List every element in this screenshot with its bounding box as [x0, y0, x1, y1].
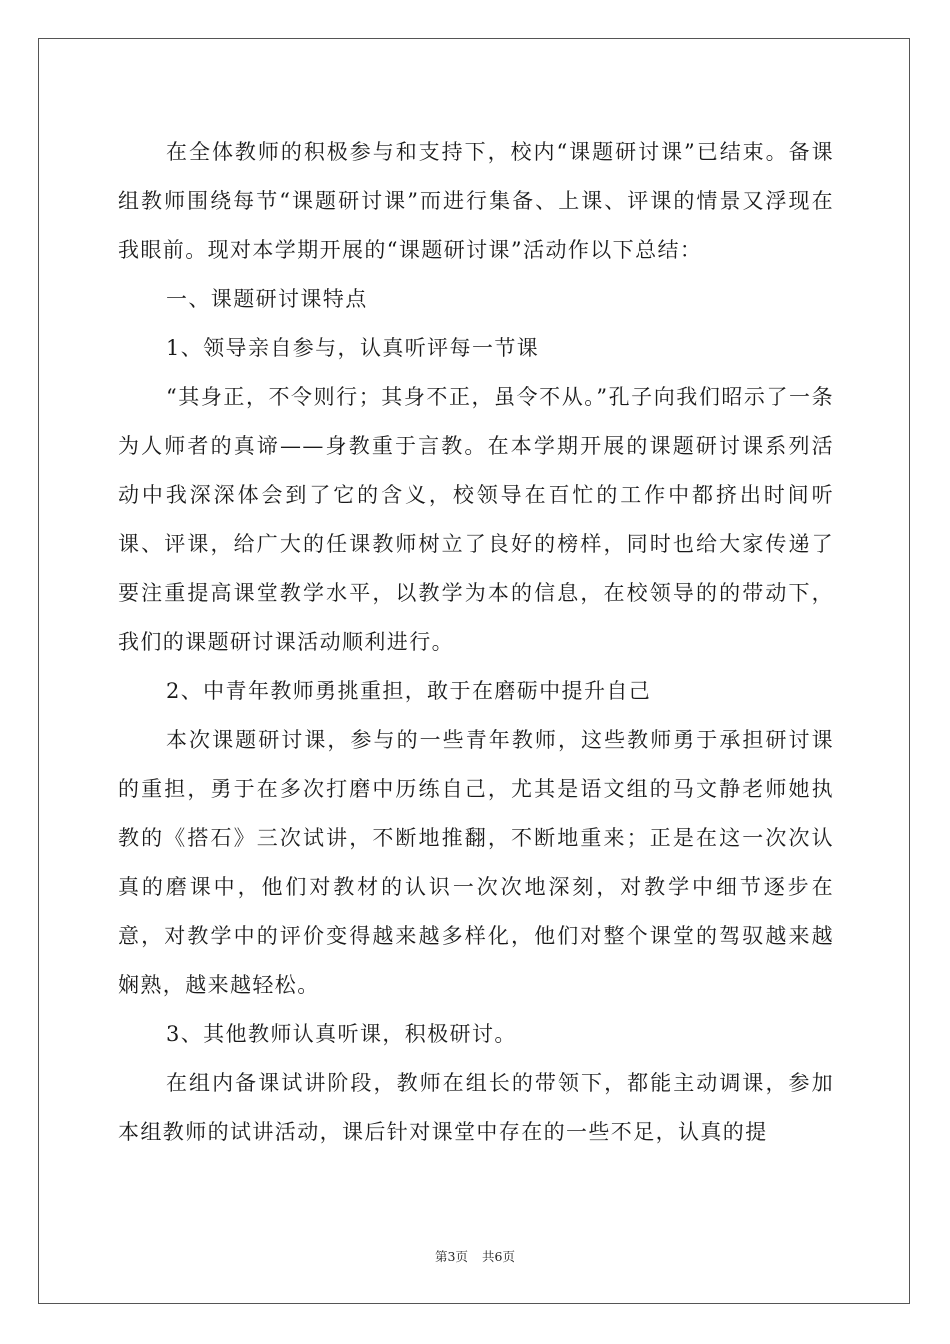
heading-item-1: 1、领导亲自参与，认真听评每一节课	[166, 336, 540, 360]
page-footer	[0, 1247, 950, 1265]
paragraph-item-2: 本次课题研讨课，参与的一些青年教师，这些教师勇于承担研讨课的重担，勇于在多次打磨中历练自己，尤其是语文组的马文静老师她执教的《搭石》三次试讲，不断地推翻，不断地重来；正是在这一次次认真的磨课中，他们对教材的认识一次次地深刻，对教学中细节逐步在意，对教学中的评价变得越来越多样化，他们对整个课堂的驾驭越来越娴熟，越来越轻松。	[118, 728, 834, 997]
heading-section-1: 一、课题研讨课特点	[166, 287, 368, 311]
heading-item-2: 2、中青年教师勇挑重担，敢于在磨砺中提升自己	[166, 679, 652, 703]
heading-item-3: 3、其他教师认真听课，积极研讨。	[166, 1022, 517, 1046]
page-number-current: 第3页	[435, 1249, 468, 1264]
paragraph-intro: 在全体教师的积极参与和支持下，校内“课题研讨课”已结束。备课组教师围绕每节“课题研讨课”而进行集备、上课、评课的情景又浮现在我眼前。现对本学期开展的“课题研讨课”活动作以下总结：	[118, 140, 834, 262]
page-number-total: 共6页	[482, 1249, 515, 1264]
document-body	[118, 128, 834, 1157]
paragraph-item-1: “其身正，不令则行；其身不正，虽令不从。”孔子向我们昭示了一条为人师者的真谛——身教重于言教。在本学期开展的课题研讨课系列活动中我深深体会到了它的含义，校领导在百忙的工作中都挤出时间听课、评课，给广大的任课教师树立了良好的榜样，同时也给大家传递了要注重提高课堂教学水平，以教学为本的信息，在校领导的的带动下，我们的课题研讨课活动顺利进行。	[118, 385, 834, 654]
paragraph-item-3: 在组内备课试讲阶段，教师在组长的带领下，都能主动调课，参加本组教师的试讲活动，课后针对课堂中存在的一些不足，认真的提	[118, 1071, 834, 1144]
